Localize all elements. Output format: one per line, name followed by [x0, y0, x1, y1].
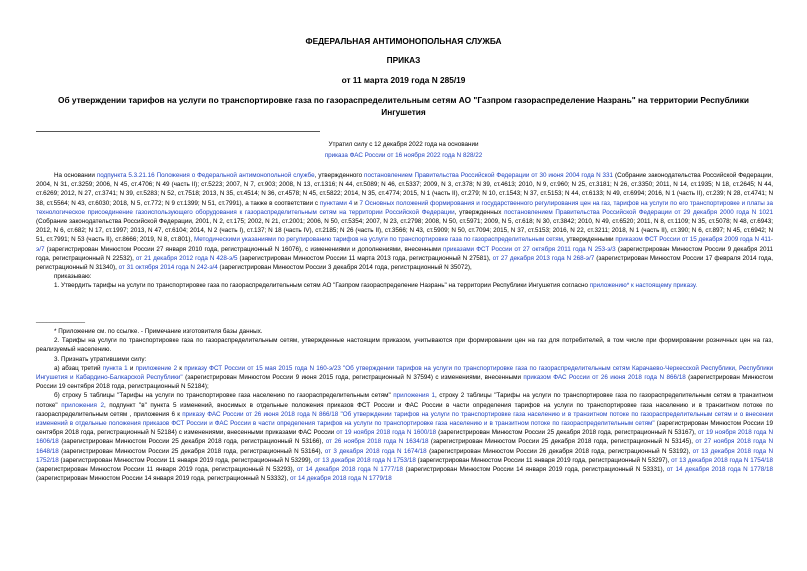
link-fas-order-1778[interactable]: от 14 декабря 2018 года N 1778/18 [666, 466, 773, 474]
item-2: 2. Тарифы на услуги по транспортировке газа по газораспределительным сетям, утвержденные настоящим приказом, учитываются при формировании цен на газ для потребителей, в том числе при формировании розничных цен на газ, реализуемый населению. [36, 337, 773, 354]
link-fas-order-1600[interactable]: от 19 ноября 2018 года N 1600/18 [336, 429, 437, 437]
footnote-rule: ______________ [36, 316, 86, 323]
link-fas-order-1777[interactable]: от 14 декабря 2018 года N 1777/18 [296, 466, 404, 474]
appendix-suffix[interactable]: * к настоящему приказу. [626, 282, 698, 290]
status-link[interactable]: приказа ФАС России от 16 ноября 2022 года N 828/22 [324, 152, 483, 159]
link-fst-order-268[interactable]: от 27 декабря 2013 года N 268-э/7 [492, 254, 595, 262]
status-link-line [0, 152, 807, 159]
doc-date-number: от 11 марта 2019 года N 285/19 [341, 75, 466, 85]
link-fst-order-411[interactable]: приказом ФСТ России от 15 декабря 2009 года N 411-э/7 [36, 236, 773, 253]
link-appendix[interactable]: приложению [589, 282, 627, 290]
link-fas-order-1753[interactable]: от 13 декабря 2018 года N 1753/18 [314, 456, 416, 464]
item-3b: б) строку 5 таблицы "Тарифы на услуги по транспортировке газа населению по газораспределительным сетям" приложения 1, строку 2 таблицы "Тарифы на услуги по транспортировке газа по газораспределительным сетям в транзитном потоке" приложения 2, подпункт "в" пункта 5 изменений, вносимых в отдельные положения приказов ФСТ России и ФАС России в части определения тарифов на услуги по транспортировке газа населению и в транзитном потоке по газораспределительным сетям , приложения 6 к приказу ФАС России от 26 июня 2018 года N 866/18 "Об утверждении тарифов на услуги по транспортировке газа населению и в транзитном потоке по газораспределительным сетям и о внесении изменений в отдельные положения приказов ФСТ России и ФАС России в части определения тарифов на услуги по транспортировке газа населению и в транзитном потоке по газораспределительным сетям" (зарегистрирован Минюстом России 19 сентября 2018 года, регистрационный N 52184) с изменениями, внесенными приказами ФАС России от 19 ноября 2018 года N 1600/18 (зарегистрирован Минюстом России 25 декабря 2018 года, регистрационный N 53167), от 19 ноября 2018 года N 1606/18 (зарегистрирован Минюстом России 25 декабря 2018 года, регистрационный N 53166), от 26 ноября 2018 года N 1634/18 (зарегистрирован Минюстом России 25 декабря 2018 года, регистрационный N 53145), от 27 ноября 2018 года N 1648/18 (зарегистрирован Минюстом России 25 декабря 2018 года, регистрационный N 53164), от 3 декабря 2018 года N 1674/18 (зарегистрирован Минюстом России 26 декабря 2018 года, регистрационный N 53192), от 13 декабря 2018 года N 1752/18 (зарегистрирован Минюстом России 11 января 2019 года, регистрационный N 53299), от 13 декабря 2018 года N 1753/18 (зарегистрирован Минюстом России 11 января 2019 года, регистрационный N 53297), от 13 декабря 2018 года N 1754/18 (зарегистрирован Минюстом России 11 января 2019 года, регистрационный N 53293), от 14 декабря 2018 года N 1777/18 (зарегистрирован Минюстом России 14 января 2019 года, регистрационный N 53331), от 14 декабря 2018 года N 1778/18 (зарегистрирован Минюстом России 14 января 2019 года, регистрационный N 53332), от 14 декабря 2018 года N 1779/18 [36, 392, 774, 483]
link-fst-order-253[interactable]: приказами ФСТ России от 27 октября 2011 года N 253-э/3 [443, 245, 616, 253]
title-divider [36, 131, 320, 132]
link-fst-order-160[interactable]: приказу ФСТ России от 15 мая 2015 года N 160-э/23 "Об утверждении тарифов на услуги по транспортировке газа по газораспределительным сетям Карачаево-Черкесской Республики, Республики Ингушетия и Кабардино-Балкарской Республики" [36, 364, 773, 382]
basis-paragraph: На основании подпункта 5.3.21.16 Положения о Федеральной антимонопольной службе, утвержденного постановлением Правительства Российской Федерации от 30 июня 2004 года N 331 (Собрание законодательства Российской Федерации, 2004, N 31, ст.3259; 2006, N 45, ст.4706; N 49 (часть II); ст.5223; 2007, N 7, ст.903; 2008, N 13, ст.1316; N 44, ст.5089; N 46, ст.5337; 2009, N 3, ст.378; N 39, ст.4613; 2010, N 9, ст.960; N 25, ст.3181; N 26, ст.3350; 2011, N 14, ст.1935; N 18, ст.2645; N 44, ст.6269; 2012, N 27, ст.3741; N 39, ст.5283; N 52, ст.7518; 2013, N 35, ст.4514; N 36, ст.4578; N 45, ст.5822; 2014, N 35, ст.4774; 2015, N 1 (часть II), ст.279; N 10, ст.1543; N 37, ст.5153; N 44, ст.6133; N 49, ст.6994; 2016, N 1 (часть II), ст.239; N 28, ст.4741; N 38, ст.5564; N 43, ст.6030; 2018, N 5, ст.772; N 9 ст.1399; N 51, ст.7991), а также в соответствии с пунктами 4 и 7 Основных положений формирования и государственного регулирования цен на газ, тарифов на услуги по его транспортировке и платы за технологическое присоединение газоиспользующего оборудования к газораспределительным сетям на территории Российской Федерации, утвержденных постановлением Правительства Российской Федерации от 29 декабря 2000 года N 1021 (Собрание законодательства Российской Федерации, 2001, N 2, ст.175; 2002, N 21, ст.2001; 2006, N 50, ст.5354; 2007, N 23, ст.2798; 2008, N 50, ст.5971; 2009, N 5, ст.618; N 30, ст.3842; 2010, N 49, ст.6520; 2011, N 8, ст.1109; N 35, ст.5078; N 48, ст.6943; 2012, N 6, ст.682; N 17, ст.1997; 2013, N 47, ст.6104; 2014, N 2 (часть I), ст.137; N 18 (часть IV), ст.2185; N 26 (часть II), ст.3566; N 43, ст.5909; N 50, ст.7094; 2015, N 37, ст.5153; 2016, N 22, ст.3211; 2018, N 1 (часть II), ст.390; N 6, ст.897; N 45, ст.6942; N 51, ст.7991; N 53 (часть II), ст.8666; 2019, N 8, ст.801), Методическими указаниями по регулированию тарифов на услуги по транспортировке газа по газораспределительным сетям, утвержденными приказом ФСТ России от 15 декабря 2009 года N 411-э/7 (зарегистрирован Минюстом России 27 января 2010 года, регистрационный N 16076), с изменениями и дополнениями, внесенными приказами ФСТ России от 27 октября 2011 года N 253-э/3 (зарегистрирован Минюстом России 9 декабря 2011 года, регистрационный N 22532), от 21 декабря 2012 года N 428-э/5 (зарегистрирован Минюстом России 11 марта 2013 года, регистрационный N 27581), от 27 декабря 2013 года N 268-э/7 (зарегистрирован Минюстом России 17 февраля 2014 года, регистрационный N 31340), от 31 октября 2014 года N 242-э/4 (зарегистрирован Минюстом России 3 декабря 2014 года, регистрационный N 35072), [36, 172, 774, 272]
link-point-1[interactable]: пункта 1 [102, 364, 128, 372]
footnote: * Приложение см. по ссылке. - Примечание изготовителя базы данных. [54, 328, 263, 335]
link-fst-order-242[interactable]: от 31 октября 2014 года N 242-э/4 [118, 264, 218, 272]
link-fst-order-428[interactable]: от 21 декабря 2012 года N 428-э/5 [135, 254, 238, 262]
document-body [36, 171, 773, 291]
link-fas-order-1752[interactable]: от 13 декабря 2018 года N 1752/18 [36, 447, 774, 464]
status-line: Утратил силу с 12 декабря 2022 года на основании [328, 141, 479, 148]
link-appendix-2[interactable]: приложение 2 [135, 364, 178, 372]
link-regulation-clause[interactable]: подпункта 5.3.21.16 Положения о Федеральной антимонопольной службе [96, 172, 315, 179]
link-fas-order-1648[interactable]: от 27 ноября 2018 года N 1648/18 [36, 438, 773, 455]
link-appendix-2b[interactable]: приложения 2 [61, 401, 104, 409]
agency-name: ФЕДЕРАЛЬНАЯ АНТИМОНОПОЛЬНАЯ СЛУЖБА [305, 36, 502, 46]
link-government-resolution-1021[interactable]: постановлением Правительства Российской Федерации от 29 декабря 2000 года N 1021 [504, 208, 773, 216]
link-fas-order-866-full[interactable]: приказу ФАС России от 26 июня 2018 года N 866/18 "Об утверждении тарифов на услуги по транспортировке газа населению и в транзитном потоке по газораспределительным сетям и о внесении изменений в отдельные положения приказов ФСТ России и ФАС России в части определения тарифов на услуги по транспортировке газа населению и в транзитном потоке по газораспределительным сетям" [36, 410, 773, 428]
link-fas-order-1634[interactable]: от 26 ноября 2018 года N 1634/18 [325, 438, 429, 446]
link-appendix-1[interactable]: приложения 1 [393, 392, 435, 400]
doc-type: ПРИКАЗ [386, 55, 421, 65]
document-body-2 [36, 327, 773, 483]
doc-title: Об утверждении тарифов на услуги по транспортировке газа по газораспределительным сетям АО "Газпром газораспределение Назрань" на территории Республики Ингушетия [57, 95, 750, 117]
item-3: 3. Признать утратившими силу: [54, 355, 147, 363]
link-fas-order-866[interactable]: приказом ФАС России от 26 июня 2018 года N 866/18 [523, 374, 686, 382]
item-3a: а) абзац третий пункта 1 и приложение 2 к приказу ФСТ России от 15 мая 2015 года N 160-э/23 "Об утверждении тарифов на услуги по транспортировке газа по газораспределительным сетям Карачаево-Черкесской Республики, Республики Ингушетия и Кабардино-Балкарской Республики" (зарегистрирован Минюстом России 9 июня 2015 года, регистрационный N 37594) с изменениями, внесенными приказом ФАС России от 26 июня 2018 года N 866/18 (зарегистрирован Минюстом России 19 сентября 2018 года, регистрационный N 52184); [36, 364, 773, 391]
link-fas-order-1754[interactable]: от 13 декабря 2018 года N 1754/18 [671, 456, 773, 464]
link-points-4[interactable]: пунктами 4 [319, 199, 353, 207]
link-fas-order-1674[interactable]: от 3 декабря 2018 года N 1674/18 [324, 447, 427, 455]
item-1: 1. Утвердить тарифы на услуги по транспортировке газа по газораспределительным сетям АО "Газпром газораспределение Назрань" на территории Республики Ингушетия согласно приложению* к настоящему приказу. [54, 282, 698, 290]
link-fas-order-1606[interactable]: от 19 ноября 2018 года N 1606/18 [36, 429, 773, 446]
link-government-resolution-331[interactable]: постановлением Правительства Российской Федерации от 30 июня 2004 года N 331 [364, 172, 614, 179]
link-methodical-guidelines[interactable]: Методическими указаниями по регулированию тарифов на услуги по транспортировке газа по газораспределительным сетям [193, 236, 563, 244]
order-word: приказываю: [54, 273, 92, 281]
link-fas-order-1779[interactable]: от 14 декабря 2018 года N 1779/18 [289, 475, 392, 483]
link-basic-provisions[interactable]: 7 Основных положений формирования и государственного регулирования цен на газ, тарифов на услуги по его транспортировке и платы за технологическое присоединение газоиспользующего оборудования к газораспределительным сетям на территории Российской Федерации [36, 199, 773, 216]
